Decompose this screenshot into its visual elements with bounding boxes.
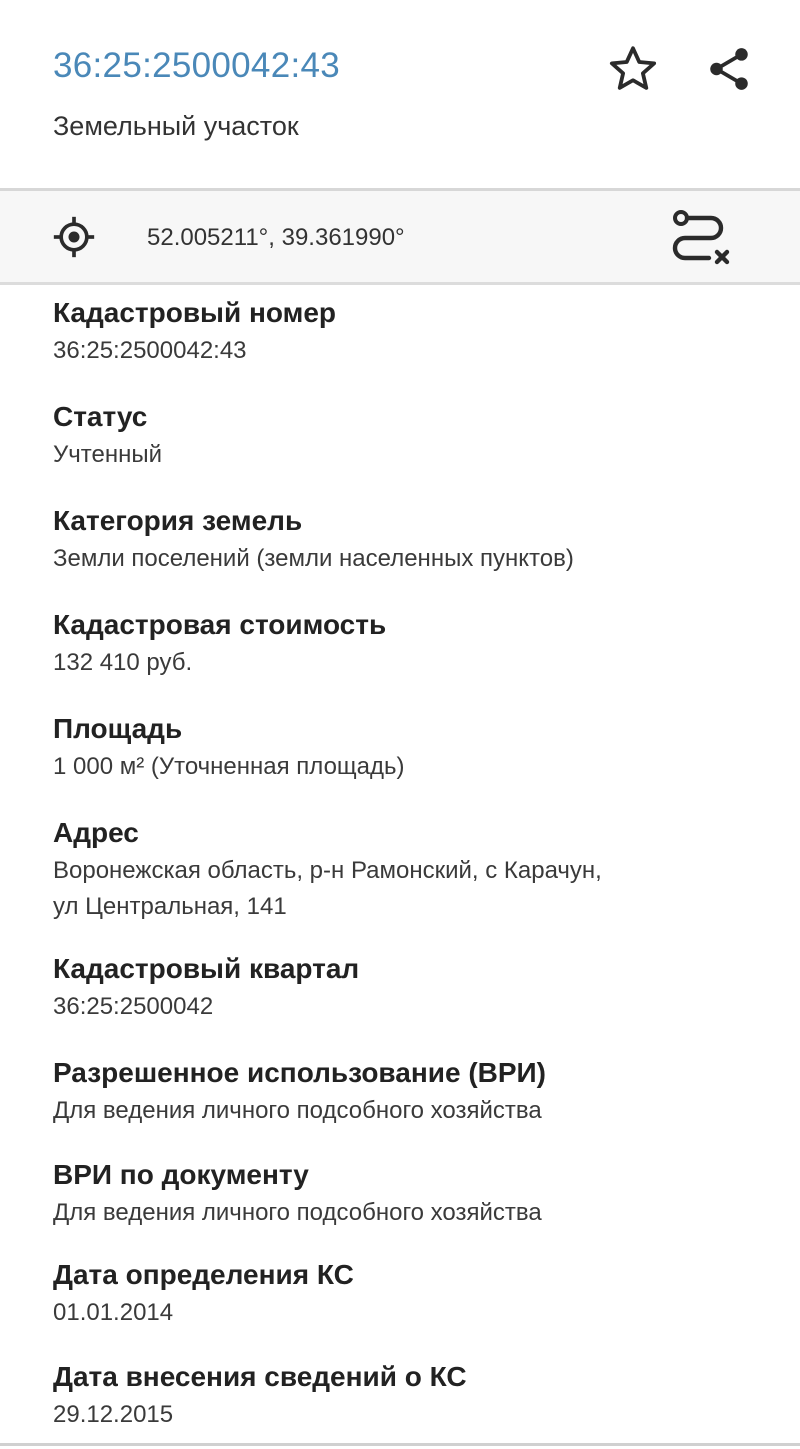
field-address xyxy=(53,813,753,925)
field-label: Категория земель xyxy=(53,505,303,536)
field-value-entry-date xyxy=(53,1357,753,1433)
field-label: Статус xyxy=(53,401,148,432)
field-cadastral-number xyxy=(53,293,753,369)
bottom-divider xyxy=(0,1443,800,1446)
field-label: Площадь xyxy=(53,713,183,744)
field-permitted-use-document xyxy=(53,1155,753,1231)
route-icon xyxy=(667,208,731,268)
field-value: 36:25:2500042:43 xyxy=(53,337,247,364)
share-icon xyxy=(704,44,754,94)
field-status xyxy=(53,397,753,473)
field-label: Кадастровая стоимость xyxy=(53,609,387,640)
field-label: Дата внесения сведений о КС xyxy=(53,1361,467,1392)
field-label: Адрес xyxy=(53,817,139,848)
field-cadastral-value xyxy=(53,605,753,681)
field-value: Земли поселений (земли населенных пунктов) xyxy=(53,545,574,572)
field-label: Дата определения КС xyxy=(53,1259,354,1290)
share-button[interactable] xyxy=(698,38,760,100)
field-value: Для ведения личного подсобного хозяйства xyxy=(53,1097,542,1124)
star-outline-icon xyxy=(606,42,660,96)
coordinates-divider xyxy=(0,282,800,285)
field-value: Для ведения личного подсобного хозяйства xyxy=(53,1199,542,1226)
field-value: 01.01.2014 xyxy=(53,1299,174,1326)
locate-button[interactable] xyxy=(48,211,100,263)
field-label: Разрешенное использование (ВРИ) xyxy=(53,1057,546,1088)
favorite-button[interactable] xyxy=(602,38,664,100)
field-value-line-2: ул Центральная, 141 xyxy=(53,893,287,920)
field-label: ВРИ по документу xyxy=(53,1159,309,1190)
field-valuation-date xyxy=(53,1255,753,1331)
object-type-subtitle: Земельный участок xyxy=(53,111,299,141)
field-land-category xyxy=(53,501,753,577)
field-value: 36:25:2500042 xyxy=(53,993,214,1020)
field-value: 1 000 м² (Уточненная площадь) xyxy=(53,753,405,780)
field-label: Кадастровый номер xyxy=(53,297,336,328)
field-value-line-1: Воронежская область, р-н Рамонский, с Карачун, xyxy=(53,857,602,884)
field-area xyxy=(53,709,753,785)
cadastral-number-title[interactable]: 36:25:2500042:43 xyxy=(53,46,341,85)
property-details-list xyxy=(53,293,753,1433)
field-permitted-use xyxy=(53,1053,753,1129)
crosshair-icon xyxy=(52,215,96,259)
coordinates-text[interactable]: 52.005211°, 39.361990° xyxy=(147,224,405,251)
field-value: 132 410 руб. xyxy=(53,649,193,676)
field-cadastral-quarter xyxy=(53,949,753,1025)
field-value: 29.12.2015 xyxy=(53,1401,174,1428)
object-header xyxy=(0,0,800,188)
field-value: Учтенный xyxy=(53,441,162,468)
route-button[interactable] xyxy=(664,205,734,271)
field-label: Кадастровый квартал xyxy=(53,953,360,984)
